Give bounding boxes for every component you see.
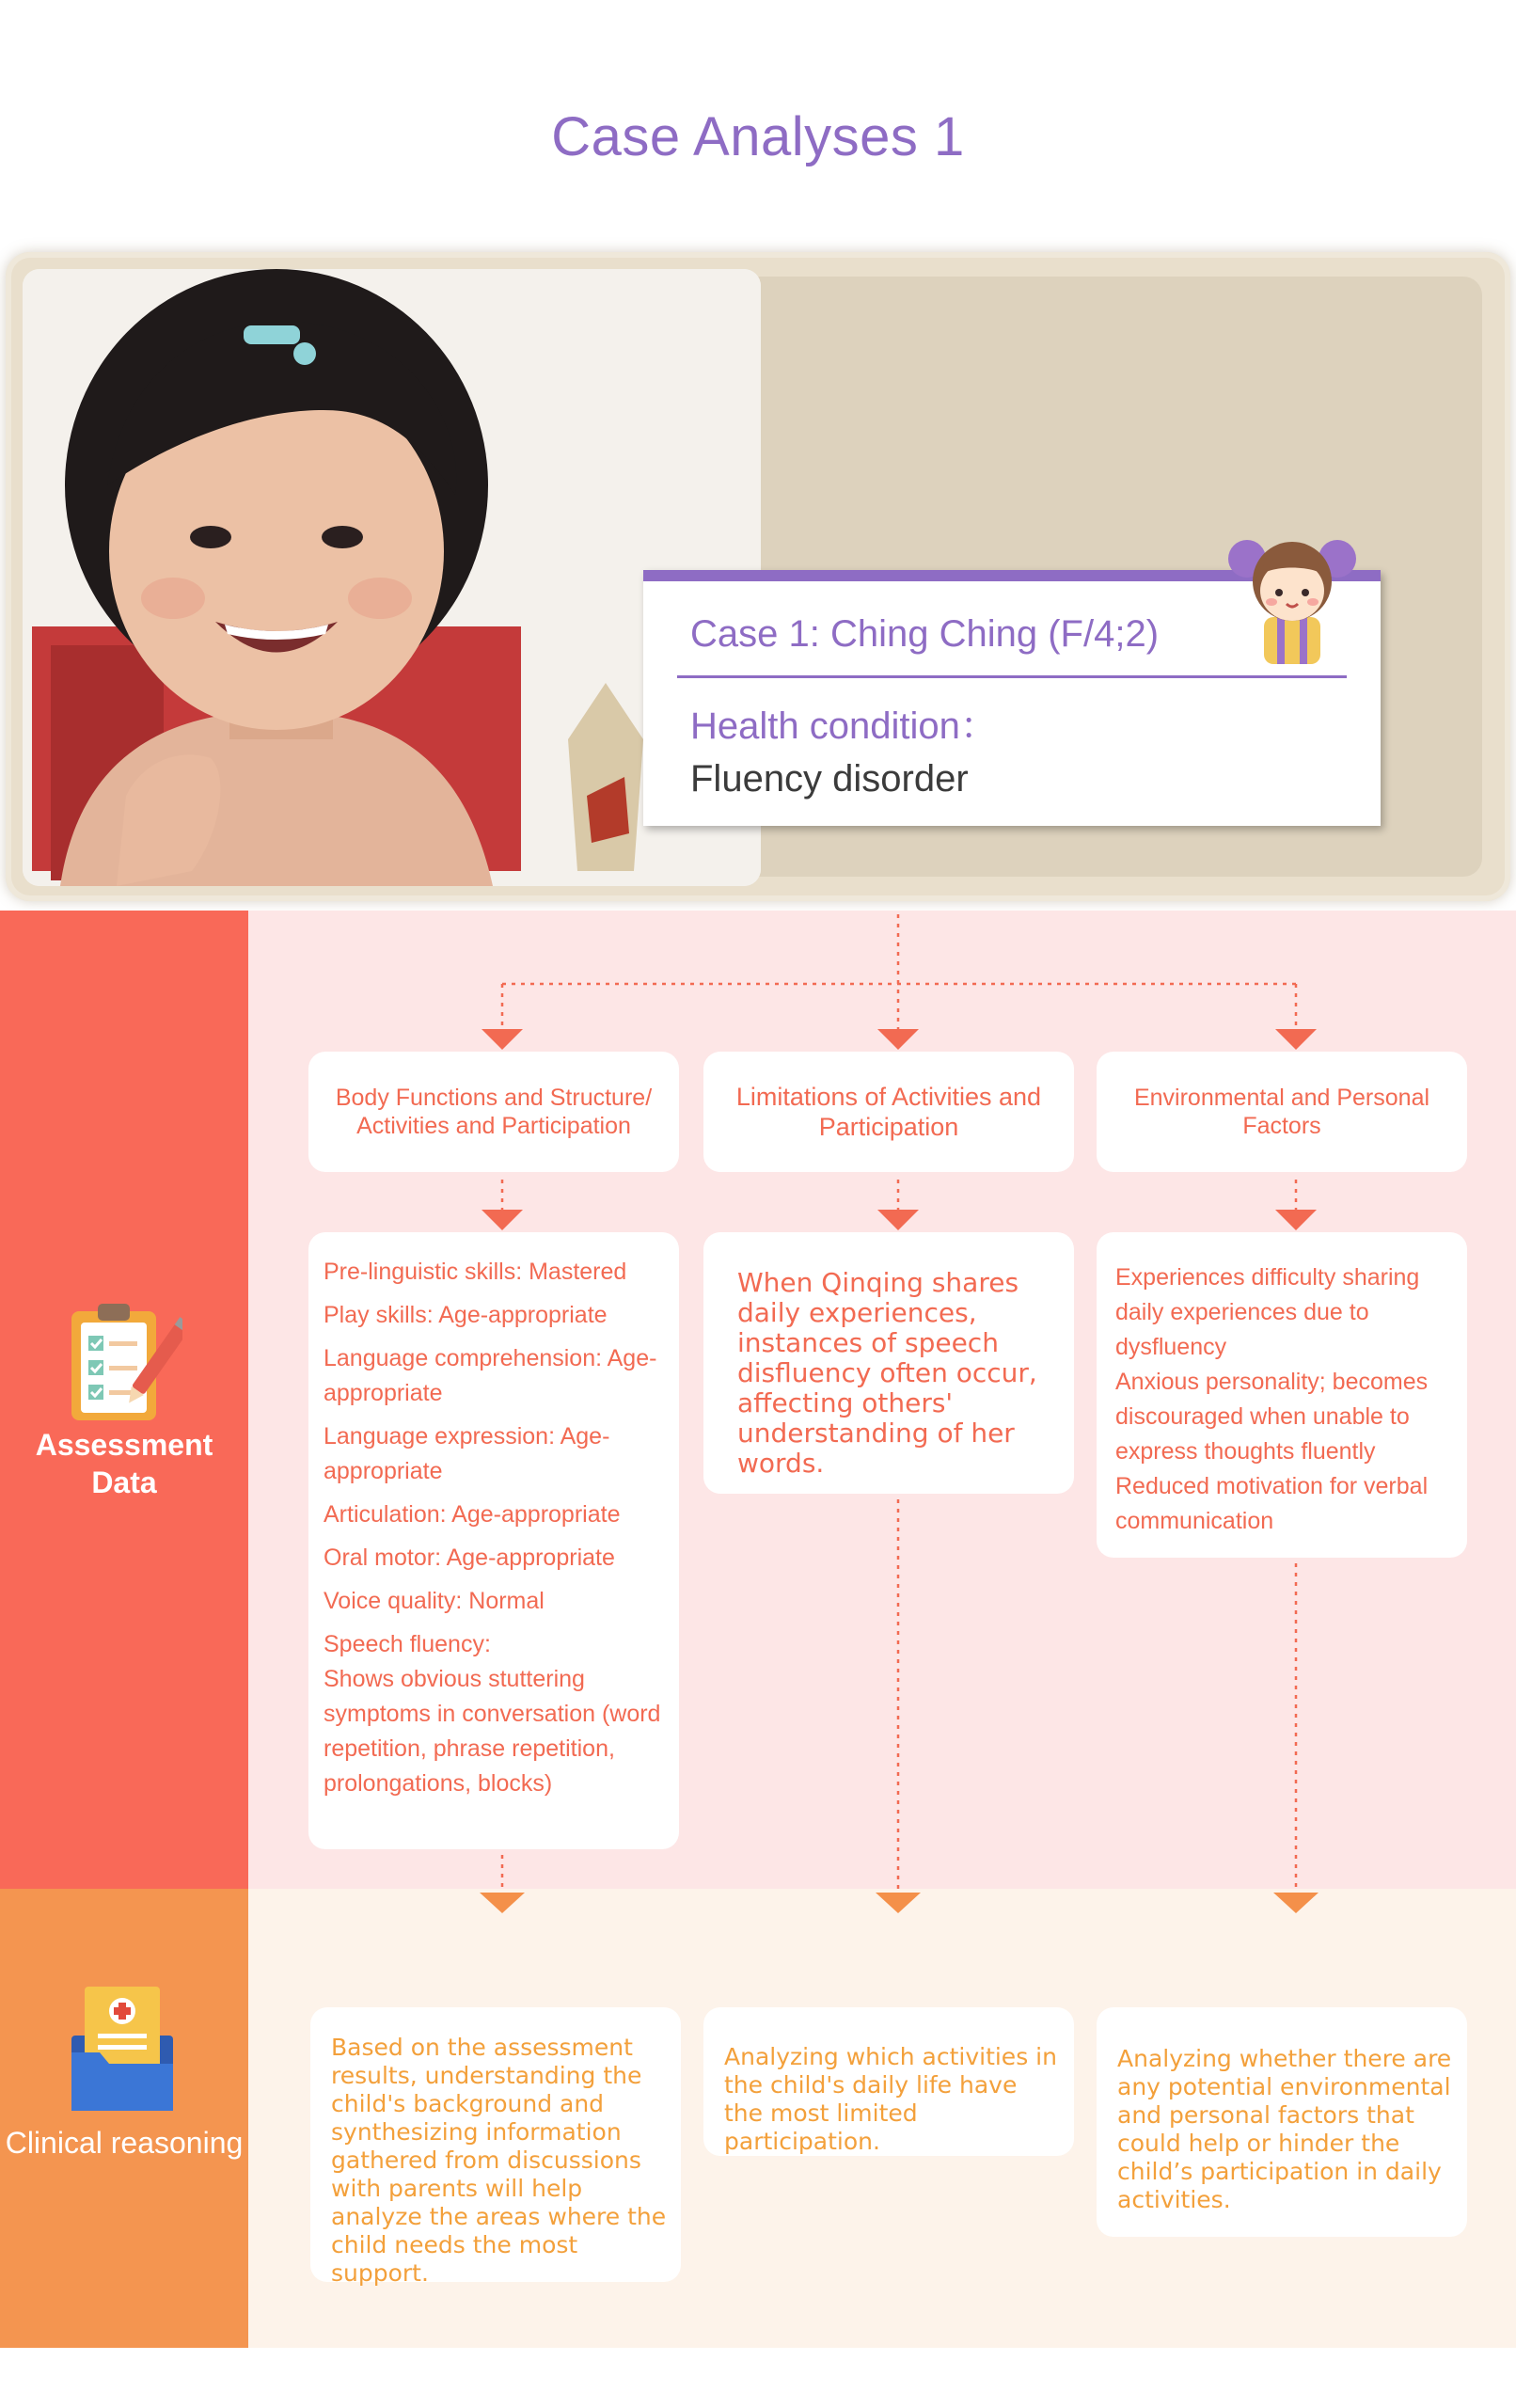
limitations-details: When Qinqing shares daily experiences, instances of speech disfluency often occur, affecting others' understanding of her words. (703, 1232, 1074, 1494)
list-item: Reduced motivation for verbal communication (1115, 1473, 1429, 1534)
clinical-reasoning-label: Clinical reasoning (5, 2126, 244, 2160)
header-body-functions: Body Functions and Structure/ Activities and Participation (308, 1052, 679, 1172)
header-limitations: Limitations of Activities and Participation (703, 1052, 1074, 1172)
health-condition-label: Health condition： (690, 705, 998, 747)
health-condition-value: Fluency disorder (690, 758, 969, 800)
case-title: Case 1: Ching Ching (F/4;2) (690, 613, 1160, 655)
medical-folder-icon (71, 1979, 179, 2111)
girl-avatar-icon (1226, 523, 1358, 664)
list-item: Language expression: Age-appropriate (324, 1423, 610, 1484)
clinical-sidebar (0, 1889, 248, 2348)
list-item: Pre-linguistic skills: Mastered (324, 1259, 627, 1285)
list-item: Play skills: Age-appropriate (324, 1302, 608, 1328)
list-item: Anxious personality; becomes discouraged when unable to express thoughts fluently (1115, 1369, 1429, 1465)
list-item: Experiences difficulty sharing daily experiences due to dysfluency (1115, 1264, 1420, 1360)
list-item: Voice quality: Normal (324, 1588, 545, 1614)
body-functions-details (308, 1232, 679, 1849)
clinical-reasoning-body-functions: Based on the assessment results, understanding the child's background and synthesizing information gathered from discussions with parents will help analyze the areas where the child needs the most support. (310, 2007, 681, 2282)
assessment-data-label: Assessment Data (35, 1428, 213, 1499)
divider (677, 675, 1347, 678)
list-item: Articulation: Age-appropriate (324, 1501, 621, 1528)
environmental-details (1097, 1232, 1467, 1558)
page-title: Case Analyses 1 (551, 106, 965, 167)
list-item: Language comprehension: Age-appropriate (324, 1345, 657, 1406)
clinical-reasoning-environmental: Analyzing whether there are any potential environmental and personal factors that could help or hinder the child’s participation in daily activities. (1097, 2007, 1467, 2237)
list-item: Speech fluency: Shows obvious stuttering symptoms in conversation (word repetition, phrase repetition, prolongations, blocks) (324, 1631, 661, 1797)
list-item: Oral motor: Age-appropriate (324, 1545, 615, 1571)
clipboard-checklist-icon (66, 1298, 182, 1422)
clinical-reasoning-limitations: Analyzing which activities in the child's daily life have the most limited participation. (703, 2007, 1074, 2156)
header-environmental-factors: Environmental and Personal Factors (1097, 1052, 1467, 1172)
